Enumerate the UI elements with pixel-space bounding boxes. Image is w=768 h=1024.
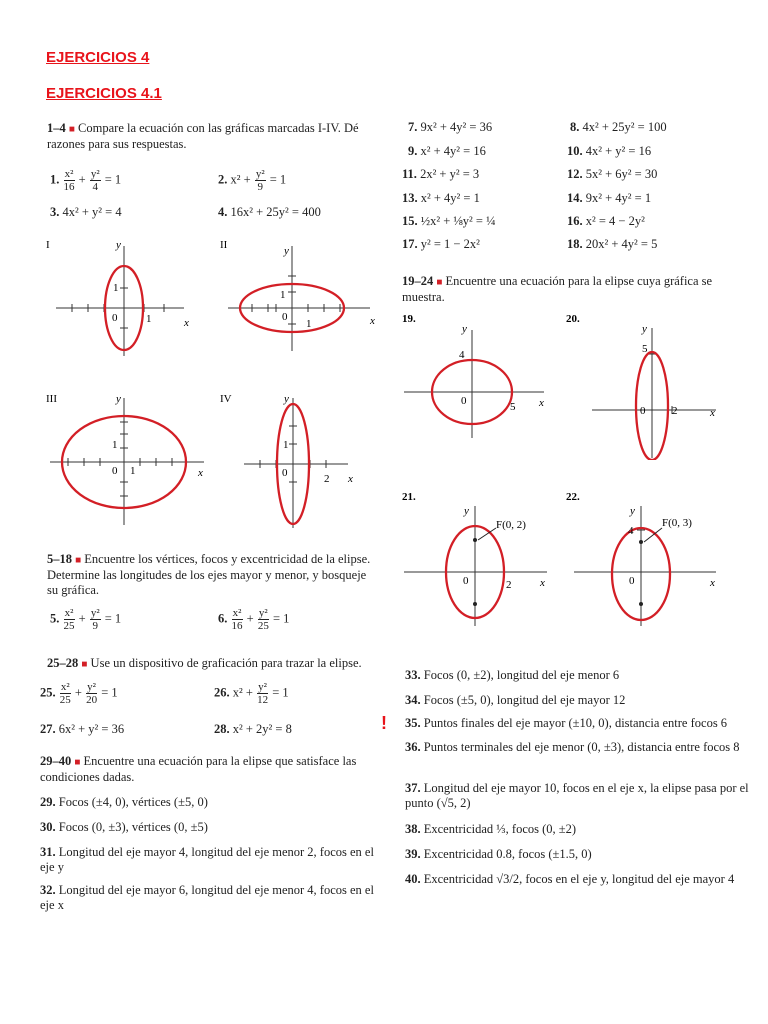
graph-label: II (220, 239, 228, 251)
exercise-1: 1. $\frac{\text{x²}}{16}$ + $\frac{\text{y²}}{4}$ = 1 (50, 168, 122, 193)
exercise-28: 28. x² + 2y² = 8 (214, 722, 292, 736)
exercise-3: 3. 4x² + y² = 4 (50, 205, 122, 219)
svg-text:1: 1 (113, 282, 119, 294)
item-30: 30. Focos (0, ±3), vértices (0, ±5) (40, 820, 208, 834)
section-25-28: 25–28 ■ Use un dispositivo de graficación para trazar la elipse. (47, 656, 362, 670)
item-37: 37. Longitud del eje mayor 10, focos en el eje x, la elipse pasa por el punto (√5, 2) (405, 781, 749, 810)
svg-text:4: 4 (628, 525, 634, 537)
section-number: 1–4 (47, 121, 66, 135)
svg-text:x: x (710, 407, 715, 419)
item-31: 31. Longitud del eje mayor 4, longitud del eje menor 2, focos en el eje y (40, 845, 374, 874)
item-29: 29. Focos (±4, 0), vértices (±5, 0) (40, 795, 208, 809)
item-39: 39. Excentricidad 0.8, focos (±1.5, 0) (405, 847, 592, 861)
section-5-18: 5–18 ■ Encuentre los vértices, focos y excentricidad de la elipse. Determine las longitudes de los ejes mayor y menor, y bosqueje su gráfica. (47, 552, 371, 597)
square-bullet-icon: ■ (75, 555, 82, 566)
svg-text:0: 0 (282, 467, 288, 479)
exercise-27: 27. 6x² + y² = 36 (40, 722, 125, 736)
square-bullet-icon: ■ (74, 757, 81, 768)
exercise-9: 9. x² + 4y² = 16 (408, 144, 486, 158)
svg-text:1: 1 (146, 313, 152, 325)
item-32: 32. Longitud del eje mayor 6, longitud del eje menor 4, focos en el eje x (40, 883, 374, 912)
graph-label: III (46, 393, 57, 405)
exercise-6: 6. $\frac{\text{x²}}{16}$ + $\frac{\text{y²}}{25}$ = 1 (218, 607, 290, 632)
svg-text:x: x (348, 473, 353, 485)
svg-text:0: 0 (463, 575, 469, 587)
exercise-16: 16. x² = 4 − 2y² (567, 214, 645, 228)
svg-text:y: y (462, 323, 467, 335)
svg-text:5: 5 (642, 343, 648, 355)
svg-text:y: y (116, 239, 121, 251)
square-bullet-icon: ■ (436, 277, 443, 288)
exercise-14: 14. 9x² + 4y² = 1 (567, 191, 652, 205)
svg-text:0: 0 (282, 311, 288, 323)
graph-22 (566, 488, 726, 628)
heading-ejercicios-4-1: EJERCICIOS 4.1 (46, 85, 162, 102)
exercise-2: 2. x² + $\frac{\text{y²}}{9}$ = 1 (218, 168, 287, 193)
svg-text:2: 2 (506, 579, 512, 591)
svg-text:2: 2 (672, 405, 678, 417)
svg-text:0: 0 (112, 312, 118, 324)
item-35: 35. Puntos finales del eje mayor (±10, 0), distancia entre focos 6 (405, 716, 728, 730)
item-34: 34. Focos (±5, 0), longitud del eje mayor 12 (405, 693, 626, 707)
exercise-13: 13. x² + 4y² = 1 (402, 191, 480, 205)
svg-text:1: 1 (283, 439, 289, 451)
graph-ii (220, 236, 380, 358)
svg-text:F(0, 2): F(0, 2) (496, 519, 526, 531)
svg-text:x: x (184, 317, 189, 329)
section-1-4 (47, 121, 367, 152)
svg-text:21.: 21. (402, 491, 416, 503)
exercise-25: 25. $\frac{\text{x²}}{25}$ + $\frac{\text{y²}}{20}$ = 1 (40, 681, 118, 706)
svg-text:y: y (630, 505, 635, 517)
svg-text:1: 1 (280, 289, 286, 301)
graph-i (46, 236, 196, 358)
square-bullet-icon: ■ (68, 124, 75, 135)
section-29-40: 29–40 ■ Encuentre una ecuación para la elipse que satisface las condiciones dadas. (40, 754, 357, 784)
svg-text:y: y (464, 505, 469, 517)
svg-text:y: y (284, 245, 289, 257)
svg-text:0: 0 (461, 395, 467, 407)
svg-text:x: x (198, 467, 203, 479)
svg-text:x: x (710, 577, 715, 589)
graph-19 (402, 310, 562, 440)
exercise-26: 26. x² + $\frac{\text{y²}}{12}$ = 1 (214, 681, 289, 706)
item-40: 40. Excentricidad √3/2, focos en el eje y, longitud del eje mayor 4 (405, 872, 735, 886)
exercise-4: 4. 16x² + 25y² = 400 (218, 205, 321, 219)
item-36: 36. Puntos terminales del eje menor (0, ±3), distancia entre focos 8 (405, 740, 740, 754)
warning-mark: ! (381, 713, 387, 733)
graph-label: I (46, 239, 50, 251)
svg-text:y: y (116, 393, 121, 405)
item-33: 33. Focos (0, ±2), longitud del eje menor 6 (405, 668, 620, 682)
svg-text:4: 4 (459, 349, 465, 361)
svg-text:F(0, 3): F(0, 3) (662, 517, 692, 529)
graph-iv (220, 390, 370, 530)
svg-text:20.: 20. (566, 313, 580, 325)
svg-text:0: 0 (112, 465, 118, 477)
exercise-10: 10. 4x² + y² = 16 (567, 144, 652, 158)
svg-text:0: 0 (640, 405, 646, 417)
exercise-18: 18. 20x² + 4y² = 5 (567, 237, 658, 251)
exercise-7: 7. 9x² + 4y² = 36 (408, 120, 493, 134)
svg-text:2: 2 (324, 473, 330, 485)
graph-20 (566, 310, 726, 460)
svg-text:x: x (370, 315, 375, 327)
graph-21 (402, 488, 562, 628)
svg-text:1: 1 (306, 318, 312, 330)
svg-text:5: 5 (510, 401, 516, 413)
square-bullet-icon: ■ (81, 659, 88, 670)
svg-text:1: 1 (130, 465, 136, 477)
svg-text:y: y (284, 393, 289, 405)
svg-text:x: x (540, 577, 545, 589)
exercise-5: 5. $\frac{\text{x²}}{25}$ + $\frac{\text{y²}}{9}$ = 1 (50, 607, 122, 632)
svg-text:22.: 22. (566, 491, 580, 503)
exercise-11: 11. 2x² + y² = 3 (402, 167, 480, 181)
heading-ejercicios-4: EJERCICIOS 4 (46, 49, 150, 66)
svg-text:19.: 19. (402, 313, 416, 325)
svg-text:1: 1 (112, 439, 118, 451)
section-text: Compare la ecuación con las gráficas marcadas I-IV. Dé razones para sus respuestas. (47, 121, 359, 151)
section-19-24: 19–24 ■ Encuentre una ecuación para la elipse cuya gráfica se muestra. (402, 274, 713, 304)
svg-text:y: y (642, 323, 647, 335)
exercise-8: 8. 4x² + 25y² = 100 (570, 120, 667, 134)
exercise-15: 15. ½x² + ⅛y² = ¼ (402, 214, 496, 228)
graph-label: IV (220, 393, 232, 405)
svg-text:x: x (539, 397, 544, 409)
exercise-17: 17. y² = 1 − 2x² (402, 237, 480, 251)
item-38: 38. Excentricidad ⅓, focos (0, ±2) (405, 822, 577, 836)
exercise-12: 12. 5x² + 6y² = 30 (567, 167, 658, 181)
svg-text:0: 0 (629, 575, 635, 587)
graph-iii (46, 390, 216, 530)
